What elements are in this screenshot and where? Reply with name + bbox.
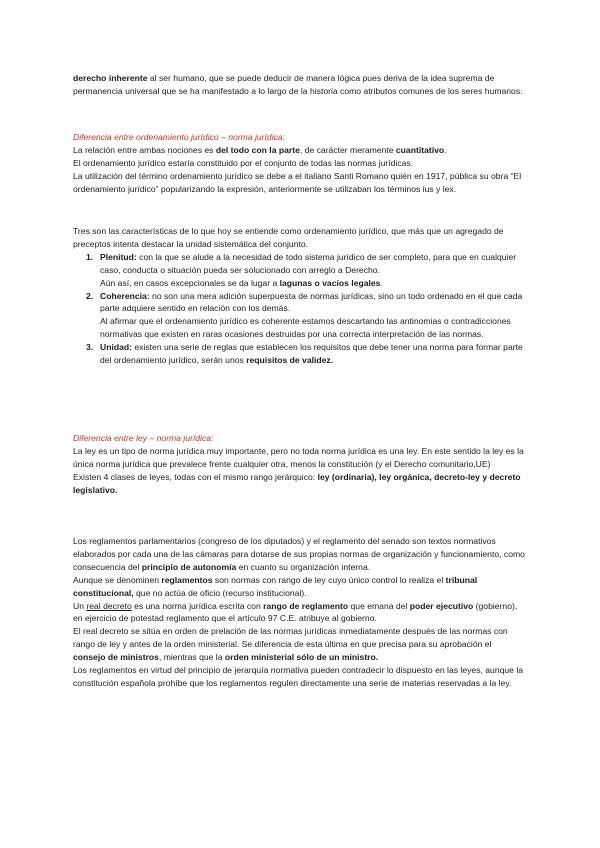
paragraph: La utilización del término ordenamiento jurídico se debe a el italiano Santi Romano quién en 1917, pública su obra “El ordenamiento jurídico” popularizando la expresión, anteriormente se utilizaban los términos ius y lex. (73, 170, 522, 194)
paragraph: Los reglamentos en virtud del principio de jerarquía normativa pueden contradecir lo dispuesto en las leyes, aunque la constitución española prohíbe que los reglamentos regulen directamente una serie de materias reservadas a la ley. (73, 665, 524, 688)
paragraph: Existen 4 clases de leyes, todas con el mismo rango jerárquico: ley (ordinaria), ley orgánica, decreto-ley y decreto legislativo. (73, 471, 521, 495)
reglamentos-block (73, 535, 525, 690)
list-item: 2. Coherencia: no son una mera adición superpuesta de normas jurídicas, sino un todo ordenado en el que cada parte adquiere sentido en relación con los demás. Al afirmar que el ordenamiento jurídico es coherente estamos descartando las antinomias o contradicciones normativas que existen en raras ocasiones destruidas por una correcta interpretación de las normas. (86, 290, 523, 340)
paragraph: Tres son las características de lo que hoy se entiende como ordenamiento jurídico, que más que un agregado de preceptos intenta destacar la unidad sistemática del conjunto. (73, 226, 504, 249)
characteristics-list (73, 251, 525, 367)
section-ordenamiento (73, 131, 525, 196)
intro-paragraph: derecho inherente al ser humano, que se puede deducir de manera lógica pues deriva de la idea suprema de permanencia universal que se ha manifestado a lo largo de la historia como atributos comunes de los seres humanos. (73, 73, 523, 96)
list-item: 1. Plenitud: con la que se alude a la necesidad de todo sistema jurídico de ser completo, para que en cualquier caso, conducta o situación pueda ser solucionado con arreglo a Derecho. Aún así, en casos excepcionales se da lugar a lagunas o vacíos legales. (86, 251, 517, 288)
section-heading: Diferencia entre ley – norma jurídica: (73, 433, 214, 443)
characteristics-block (73, 225, 525, 367)
paragraph: Un real decreto es una norma jurídica escrita con rango de reglamento que emana del poder ejecutivo (gobierno), en ejercicio de potestad reglamento que el artículo 97 C.E. atribuye al gobierno. (73, 600, 518, 624)
paragraph: La ley es un tipo de norma jurídica muy importante, pero no toda norma jurídica es una ley. En este sentido la ley es la única norma jurídica que prevalece frente cualquier otra, menos la constitución (y el Derecho comunitario,UE) (73, 445, 524, 469)
paragraph: El ordenamiento jurídico estaría constituido por el conjunto de todas las normas jurídicas. (73, 157, 414, 168)
section-heading: Diferencia entre ordenamiento jurídico – norma jurídica: (73, 132, 286, 142)
paragraph: Aunque se denominen reglamentos son normas con rango de ley cuyo único control lo realiza el tribunal constitucional, que no actúa de oficio (recurso institucional). (73, 574, 478, 598)
paragraph: La relación entre ambas nociones es del todo con la parte, de carácter meramente cuantitativo. (73, 144, 447, 155)
paragraph: Los reglamentos parlamentarios (congreso de los diputados) y el reglamento del senado son textos normativos elaborados por cada una de las cámaras para dotarse de sus propias normas de organización y funcionamiento, como consecuencia del principio de autonomía en cuanto su organización interna. (73, 536, 525, 572)
section-ley (73, 432, 525, 497)
paragraph: El real decreto se sitúa en orden de prelación de las normas jurídicas inmediatamente después de las normas con rango de ley y antes de la orden ministerial. Se diferencia de esta última en que precisa para su aprobación el consejo de ministros, mientras que la orden ministerial sólo de un ministro. (73, 626, 508, 663)
list-item: 3. Unidad: existen una serie de reglas que establecen los requisitos que debe tener una norma para formar parte del ordenamiento jurídico, serán unos requisitos de validez. (86, 342, 523, 366)
